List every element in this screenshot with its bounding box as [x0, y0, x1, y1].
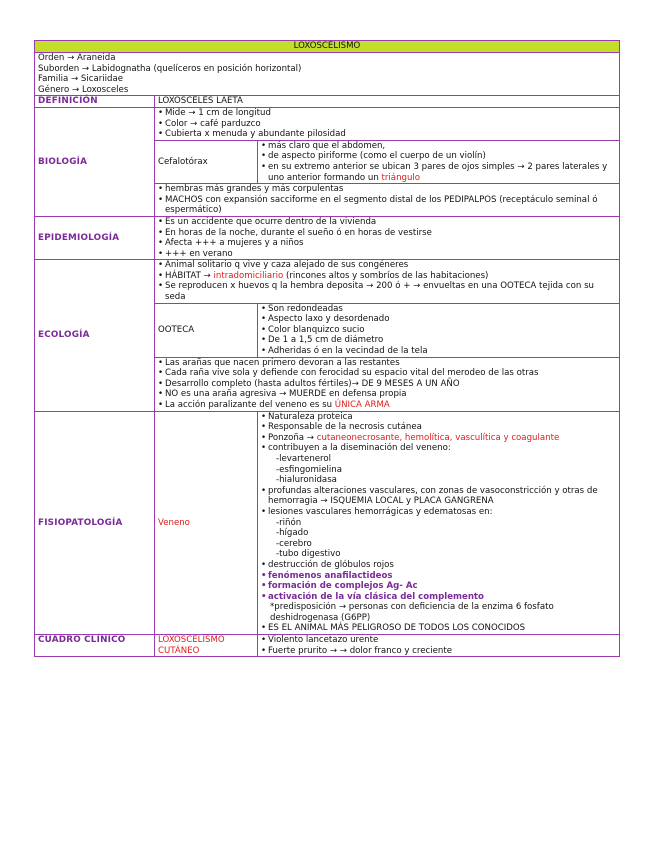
taxonomy-suborden: Suborden → Labidognatha (quelíceros en posición horizontal) — [38, 63, 302, 74]
list-item: • Se reproducen x huevos q la hembra deposita → 200 ó + → envueltas en una OOTECA tejida con su seda — [158, 281, 616, 302]
list-item: • profundas alteraciones vasculares, con zonas de vasoconstricción y otras de hemorragia → ISQUEMIA LOCAL y PLACA GANGRENA — [261, 486, 616, 507]
definicion-value: LOXOSCELES LAETA — [155, 96, 620, 108]
list-item: • destrucción de glóbulos rojos — [261, 560, 616, 571]
loxoscelismo-table — [34, 40, 620, 657]
list-item: • contribuyen a la diseminación del veneno: — [261, 443, 616, 454]
list-item: • Animal solitario q vive y caza alejado de sus congéneres — [158, 260, 616, 271]
ooteca-list — [258, 303, 620, 357]
list-item: • Color → café parduzco — [158, 119, 616, 130]
triangulo-highlight: triángulo — [381, 172, 421, 183]
biologia-sexos — [155, 184, 620, 217]
list-item: • Naturaleza proteica — [261, 412, 616, 423]
list-item: • MACHOS con expansión sacciforme en el segmento distal de los PEDIPALPOS (receptáculo seminal ó espermático) — [158, 195, 616, 216]
intradomiciliario-highlight: intradomiciliario — [213, 270, 284, 281]
list-item: -cerebro — [276, 538, 312, 549]
list-item: • Es un accidente que ocurre dentro de la vivienda — [158, 217, 616, 228]
list-item: • Fuerte prurito → → dolor franco y creciente — [261, 646, 616, 657]
biologia-label: BIOLOGÍA — [35, 107, 155, 216]
list-item: • Desarrollo completo (hasta adultos fértiles)→ DE 9 MESES A UN AÑO — [158, 379, 616, 390]
taxonomy-cell — [35, 53, 620, 96]
list-item: • +++ en verano — [158, 249, 616, 260]
cuadro-label: CUADRO CLÍNICO — [35, 635, 155, 657]
ooteca-label: OOTECA — [155, 303, 258, 357]
list-item: • Mide → 1 cm de longitud — [158, 108, 616, 119]
unica-arma-highlight: ÚNICA ARMA — [334, 400, 390, 410]
list-item: • activación de la vía clásica del complemento — [261, 592, 616, 603]
list-item: • Cada raña vive sola y defiende con ferocidad su espacio vital del merodeo de las otras — [158, 368, 616, 379]
table-title: LOXOSCELISMO — [35, 41, 620, 53]
taxonomy-familia: Familia → Sicariidae — [38, 74, 124, 85]
list-item: -hialuronidasa — [276, 475, 337, 486]
list-item: • en su extremo anterior se ubican 3 pares de ojos simples → 2 pares laterales y uno anterior formando un triángulo — [261, 162, 616, 183]
cuadro-tipo: LOXOSCELISMO CUTÁNEO — [155, 635, 258, 657]
list-item: • De 1 a 1,5 cm de diámetro — [261, 335, 616, 346]
list-item: • hembras más grandes y más corpulentas — [158, 184, 616, 195]
list-item: • lesiones vasculares hemorrágicas y edematosas en: — [261, 507, 616, 518]
list-item: *predisposición → personas con deficiencia de la enzima 6 fosfato deshidrogenasa (G6PP) — [270, 602, 554, 623]
list-item: • Afecta +++ a mujeres y a niños — [158, 238, 616, 249]
list-item: • formación de complejos Ag- Ac — [261, 581, 616, 592]
ecologia-label: ECOLOGÍA — [35, 260, 155, 411]
list-item: • Adheridas ó en la vecindad de la tela — [261, 346, 616, 357]
list-item: • Aspecto laxo y desordenado — [261, 314, 616, 325]
list-item: • ES EL ANIMAL MÁS PELIGROSO DE TODOS LOS CONOCIDOS — [261, 623, 616, 634]
definicion-label: DEFINICIÓN — [35, 96, 155, 108]
list-item: • más claro que el abdomen, — [261, 141, 616, 152]
biologia-general — [155, 107, 620, 140]
cuadro-list — [258, 635, 620, 657]
list-item: • NO es una araña agresiva → MUERDE en defensa propia — [158, 389, 616, 400]
list-item: -hígado — [276, 528, 309, 539]
list-item: -levartenerol — [276, 453, 332, 464]
taxonomy-genero: Género → Loxosceles — [38, 84, 129, 95]
cefalotorax-label: Cefalotórax — [155, 140, 258, 183]
list-item: • Violento lancetazo urente — [261, 635, 616, 646]
ecologia-comportamiento — [155, 357, 620, 411]
list-item: -tubo digestivo — [276, 549, 341, 560]
list-item: • de aspecto piriforme (como el cuerpo de un violín) — [261, 151, 616, 162]
list-item: • HÁBITAT → intradomiciliario (rincones altos y sombríos de las habitaciones) — [158, 271, 616, 282]
list-item: • Ponzoña → cutaneonecrosante, hemolítica, vasculítica y coagulante — [261, 433, 616, 444]
list-item: • Cubierta x menuda y abundante pilosidad — [158, 129, 616, 140]
fisiopatologia-list — [258, 411, 620, 634]
list-item: • fenómenos anafilactideos — [261, 571, 616, 582]
ponzona-highlight: cutaneonecrosante, hemolítica, vasculítica y coagulante — [316, 432, 560, 443]
list-item: • En horas de la noche, durante el sueño ó en horas de vestirse — [158, 228, 616, 239]
list-item: -riñón — [276, 517, 302, 528]
fisiopatologia-label: FISIOPATOLOGÍA — [35, 411, 155, 634]
list-item: • Las arañas que nacen primero devoran a las restantes — [158, 358, 616, 369]
veneno-label: Veneno — [155, 411, 258, 634]
epidemiologia-list — [155, 216, 620, 259]
list-item: • Color blanquizco sucio — [261, 325, 616, 336]
list-item: • Responsable de la necrosis cutánea — [261, 422, 616, 433]
list-item: • La acción paralizante del veneno es su ÚNICA ARMA — [158, 400, 616, 411]
ecologia-general — [155, 260, 620, 303]
list-item: -esfingomielina — [276, 464, 342, 475]
cefalotorax-list — [258, 140, 620, 183]
list-item: • Son redondeadas — [261, 304, 616, 315]
epidemiologia-label: EPIDEMIOLOGÍA — [35, 216, 155, 259]
taxonomy-orden: Orden → Araneida — [38, 53, 116, 63]
